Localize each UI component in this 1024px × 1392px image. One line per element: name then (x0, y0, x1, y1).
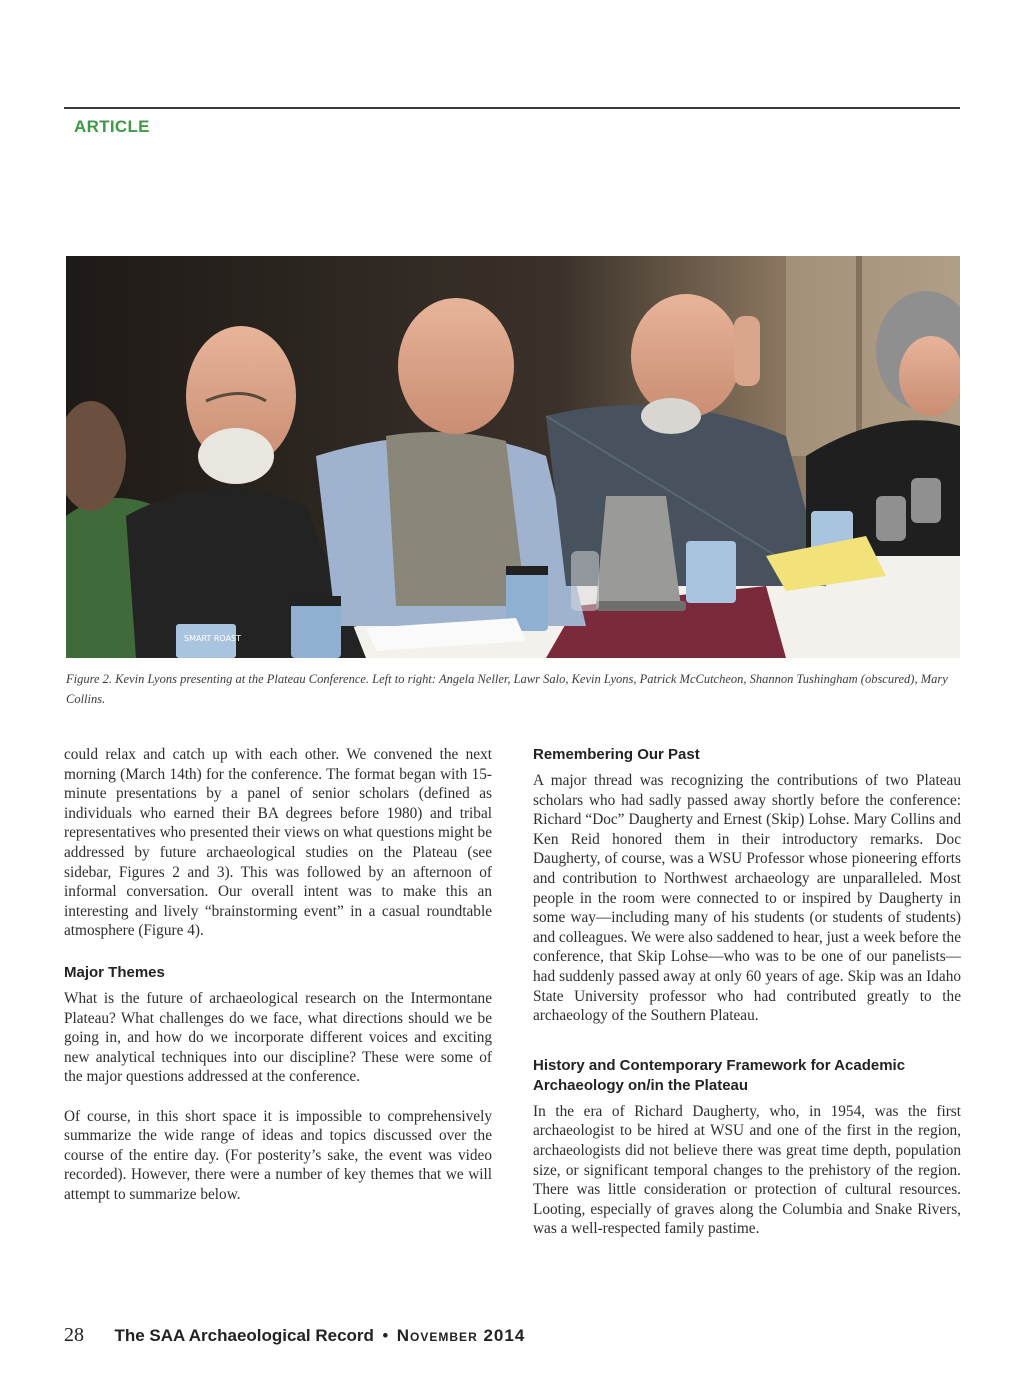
section-label: ARTICLE (74, 117, 150, 136)
right-column (533, 745, 961, 1239)
figure-photo (66, 256, 960, 658)
issue-date: November 2014 (396, 1326, 526, 1345)
page-footer (64, 1324, 525, 1347)
figure-caption: Figure 2. Kevin Lyons presenting at the Plateau Conference. Left to right: Angela Neller, Lawr Salo, Kevin Lyons, Patrick McCutcheon, Shannon Tushingham (obscured), Mary Collins. (66, 672, 948, 706)
cup-logo-text: SMART ROAST (184, 634, 242, 643)
footer-separator: • (382, 1326, 389, 1345)
right-paragraph-1: A major thread was recognizing the contributions of two Plateau scholars who had sadly passed away shortly before the conference: Richard “Doc” Daugherty and Ernest (Skip) Lohse. Mary Collins and Ken Reid honored them in their introductory remarks. Doc Daugherty, of course, was a WSU Professor whose pioneering efforts and contribution to Northwest archaeology are unparalleled. Most people in the room were connected to or inspired by Daugherty in some way—including many of his students (or students of students) and colleagues. We were also saddened to hear, just a week before the conference, that Skip Lohse—who was to be one of our panelists—had suddenly passed away at only 60 years of age. Skip was an Idaho State University professor who had contributed greatly to the archaeology of the Southern Plateau. (533, 772, 961, 1025)
heading-major-themes: Major Themes (64, 963, 165, 981)
header-rule (64, 107, 960, 109)
right-paragraph-2: In the era of Richard Daugherty, who, in 1954, was the first archaeologist to be hired at WSU and one of the first in the region, archaeologists did not believe there was great time depth, population size, or significant temporal changes to the prehistory of the region. There was little consideration or protection of cultural resources. Looting, especially of graves along the Columbia and Snake Rivers, was a well-respected family pastime. (533, 1102, 961, 1238)
heading-history-framework: History and Contemporary Framework for Academic Archaeology on/in the Plateau (533, 1056, 906, 1094)
left-paragraph-1: could relax and catch up with each other. We convened the next morning (March 14th) for the conference. The format began with 15-minute presentations by a panel of senior scholars (defined as individuals who earned their BA degrees before 1980) and tribal representatives who presented their views on what questions might be addressed by future archaeological studies on the Plateau (see sidebar, Figures 2 and 3). This was followed by an afternoon of informal conversation. Our overall intent was to make this an interesting and lively “brainstorming event” in a casual roundtable atmosphere (Figure 4). (64, 746, 492, 940)
left-paragraph-3: Of course, in this short space it is impossible to comprehensively summarize the wide range of ideas and topics discussed over the course of the entire day. (For posterity’s sake, the event was video recorded). However, there were a number of key themes that we will attempt to summarize below. (64, 1107, 492, 1203)
heading-remembering-our-past: Remembering Our Past (533, 746, 700, 763)
left-column (64, 745, 492, 1204)
journal-title: The SAA Archaeological Record (114, 1326, 374, 1345)
page-number: 28 (64, 1324, 84, 1346)
left-paragraph-2: What is the future of archaeological research on the Intermontane Plateau? What challenges do we face, what directions should we be going in, and how do we incorporate different voices and exciting new analytical techniques into our discipline? These were some of the major questions addressed at the conference. (64, 989, 492, 1086)
